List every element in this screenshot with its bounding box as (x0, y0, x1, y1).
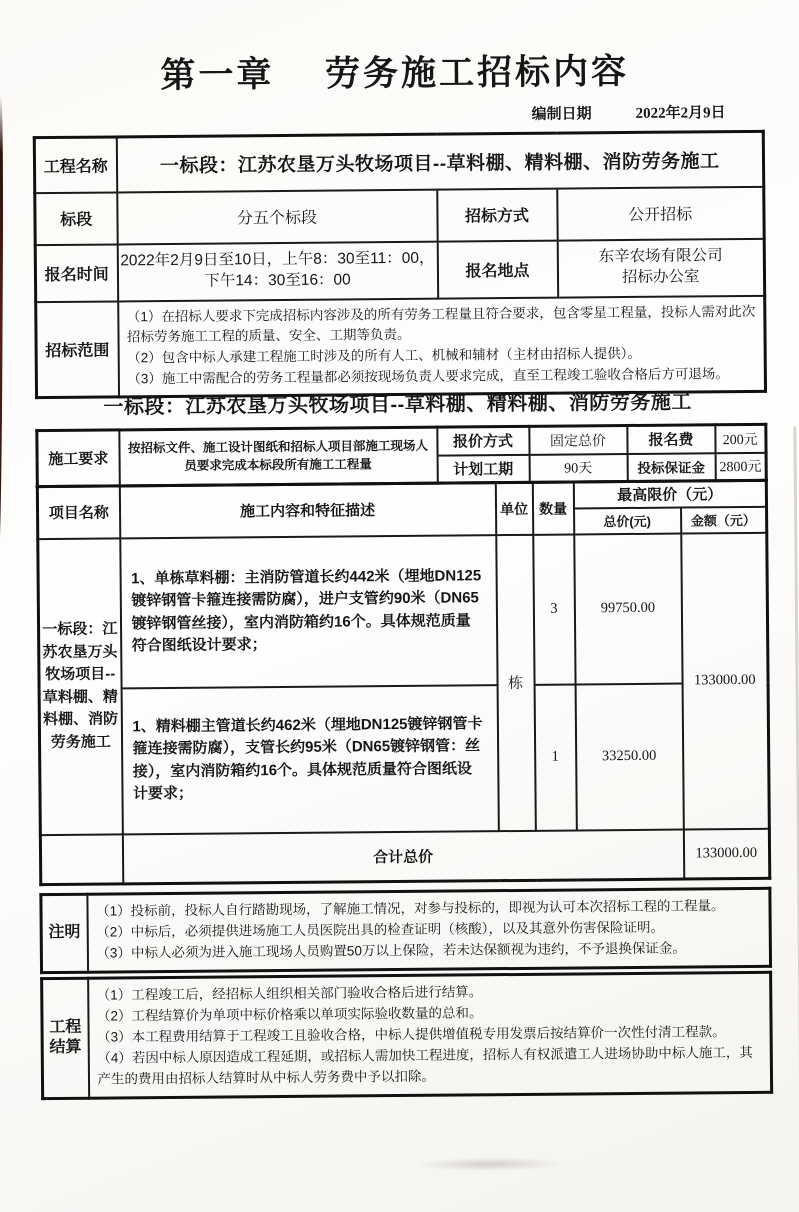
settlement-item: （3）本工程费用结算于工程竣工且验收合格，中标人提供增值税专用发票后按结算价一次性付清工程款。 (97, 1024, 726, 1045)
signup-place-value (557, 238, 765, 297)
info-table (33, 130, 767, 400)
settlement-label: 工程结算 (42, 978, 89, 1098)
section-label: 标段 (35, 192, 117, 245)
requirement-label: 施工要求 (37, 430, 119, 487)
bid-project-name: 一标段：江苏农垦万头牧场项目--草料棚、精料棚、消防劳务施工 (38, 538, 123, 835)
info-row-signup (35, 238, 765, 301)
bid-item-subtotal: 33250.00 (575, 683, 683, 830)
note-item: （2）中标后，必须提供进场施工人员医院出具的检查证明（核酸），以及其意外伤害保险证明。 (96, 919, 665, 940)
scope-item: （3）施工中需配合的劳务工程量都必须按现场负责人要求完成，直至工程竣工验收合格后方可退场。 (127, 366, 729, 387)
settlement-row (42, 972, 772, 1098)
signup-fee-label: 报名费 (627, 425, 715, 454)
page-title: 第一章 劳务施工招标内容 (160, 51, 630, 96)
bid-unit-value: 栋 (496, 534, 536, 830)
price-method-label: 报价方式 (437, 426, 529, 455)
bid-item-description: 1、精料棚主管道长约462米（埋地DN125镀锌钢管卡箍连接需防腐），支管长约95米（DN65镀锌钢管：丝接），室内消防箱约16个。具体规范质量符合图纸设计要求； (121, 685, 498, 834)
note-item: （1）投标前，投标人自行踏勘现场，了解施工情况，对参与投标的，即视为认可本次招标工程的工程量。 (95, 898, 725, 919)
project-name-label: 工程名称 (34, 137, 116, 193)
notes-row (41, 888, 771, 972)
col-header-description: 施工内容和特征描述 (119, 483, 495, 538)
info-row-scope (36, 295, 766, 398)
signup-time-value (117, 241, 437, 301)
project-name-value: 一标段：江苏农垦万头牧场项目--草料棚、精料棚、消防劳务施工 (116, 131, 763, 192)
signup-time-line1: 2022年2月9日至10日，上午8：30至11：00， (120, 249, 435, 270)
bid-item-subtotal: 99750.00 (574, 533, 682, 684)
signup-time-label: 报名时间 (35, 244, 117, 302)
requirements-table (35, 423, 767, 488)
settlement-item: （1）工程竣工后，经招标人组织相关部门验收合格后进行结算。 (96, 984, 483, 1003)
signup-place-line1: 东辛农场有限公司 (598, 247, 723, 266)
date-label: 编制日期 (531, 105, 592, 123)
col-header-unit: 单位 (495, 482, 532, 534)
price-method-value: 固定总价 (529, 426, 627, 455)
signup-time-line2: 下午14：30至16：00 (204, 271, 351, 290)
bid-item-description: 1、单栋草料棚：主消防管道长约442米（埋地DN125镀锌钢管卡箍连接需防腐），进户支管约90米（DN65镀锌钢管丝接），室内消防箱约16个。具体规范质量符合图纸设计要求； (120, 535, 497, 688)
page-edge-artifact (793, 427, 799, 1082)
date-value: 2022年2月9日 (635, 105, 726, 122)
info-row-section (35, 186, 764, 244)
deposit-value: 2800元 (715, 452, 766, 480)
scope-item: （1）在招标人要求下完成招标内容涉及的所有劳务工程量且符合要求，包含零星工程量，投标人需对此次招标劳务施工工程的质量、安全、工期等负责。 (126, 303, 756, 345)
settlement-item: （4）若因中标人原因造成工程延期，或招标人需加快工程进度，招标人有权派遣工人进场协助中标人施工，其产生的费用由招标人结算时从中标人劳务费中予以扣除。 (97, 1044, 753, 1087)
dateline (531, 101, 725, 124)
binding-shadow-artifact (0, 95, 4, 573)
bid-amount-total: 133000.00 (681, 532, 770, 829)
total-price-value: 133000.00 (683, 828, 769, 879)
bid-item-row (39, 682, 769, 834)
note-item: （3）中标人必须为进入施工现场人员购置50万以上保险，若未达保额视为违约，不予退换保证金。 (96, 940, 686, 961)
settlement-item: （2）工程结算价为单项中标价格乘以单项实际验收数量的总和。 (96, 1005, 483, 1024)
col-header-quantity: 数量 (532, 482, 573, 534)
scope-label: 招标范围 (36, 301, 119, 398)
col-header-amount: 金额（元） (681, 506, 767, 533)
duration-value: 90天 (529, 454, 627, 483)
duration-label: 计划工期 (437, 454, 529, 483)
col-header-project: 项目名称 (37, 486, 119, 539)
settlement-content (88, 972, 772, 1098)
signup-place-label: 报名地点 (437, 240, 557, 298)
notes-content (87, 888, 771, 972)
bid-item-quantity: 1 (534, 684, 576, 830)
col-header-max-price: 最高限价（元） (573, 480, 766, 508)
section-heading: 一标段：江苏农垦万头牧场项目--草料棚、精料棚、消防劳务施工 (103, 391, 692, 419)
section-value: 分五个标段 (117, 189, 437, 244)
requirement-text: 按招标文件、施工设计图纸和招标人项目部施工现场人员要求完成本标段所有施工工程量 (119, 427, 437, 486)
bid-items-table (36, 479, 771, 886)
info-row-project (34, 131, 763, 192)
bid-item-row (38, 532, 768, 688)
scope-content (118, 295, 766, 397)
signup-fee-value: 200元 (715, 424, 766, 452)
deposit-label: 投标保证金 (627, 453, 715, 482)
empty-cell (40, 834, 122, 885)
notes-table (39, 887, 772, 974)
bid-total-row (40, 828, 769, 884)
settlement-table (40, 971, 773, 1100)
scope-item: （2）包含中标人承建工程施工时涉及的所有人工、机械和辅材（主材由招标人提供）。 (127, 346, 642, 366)
bid-method-value: 公开招标 (557, 186, 764, 240)
scan-smudge-artifact (415, 1157, 565, 1172)
notes-label: 注明 (41, 894, 88, 972)
bid-item-quantity: 3 (533, 534, 575, 684)
total-price-label: 合计总价 (122, 829, 683, 884)
signup-place-line2: 招标办公室 (621, 268, 700, 287)
col-header-subtotal: 总价(元) (574, 507, 681, 534)
bid-method-label: 招标方式 (437, 188, 557, 241)
